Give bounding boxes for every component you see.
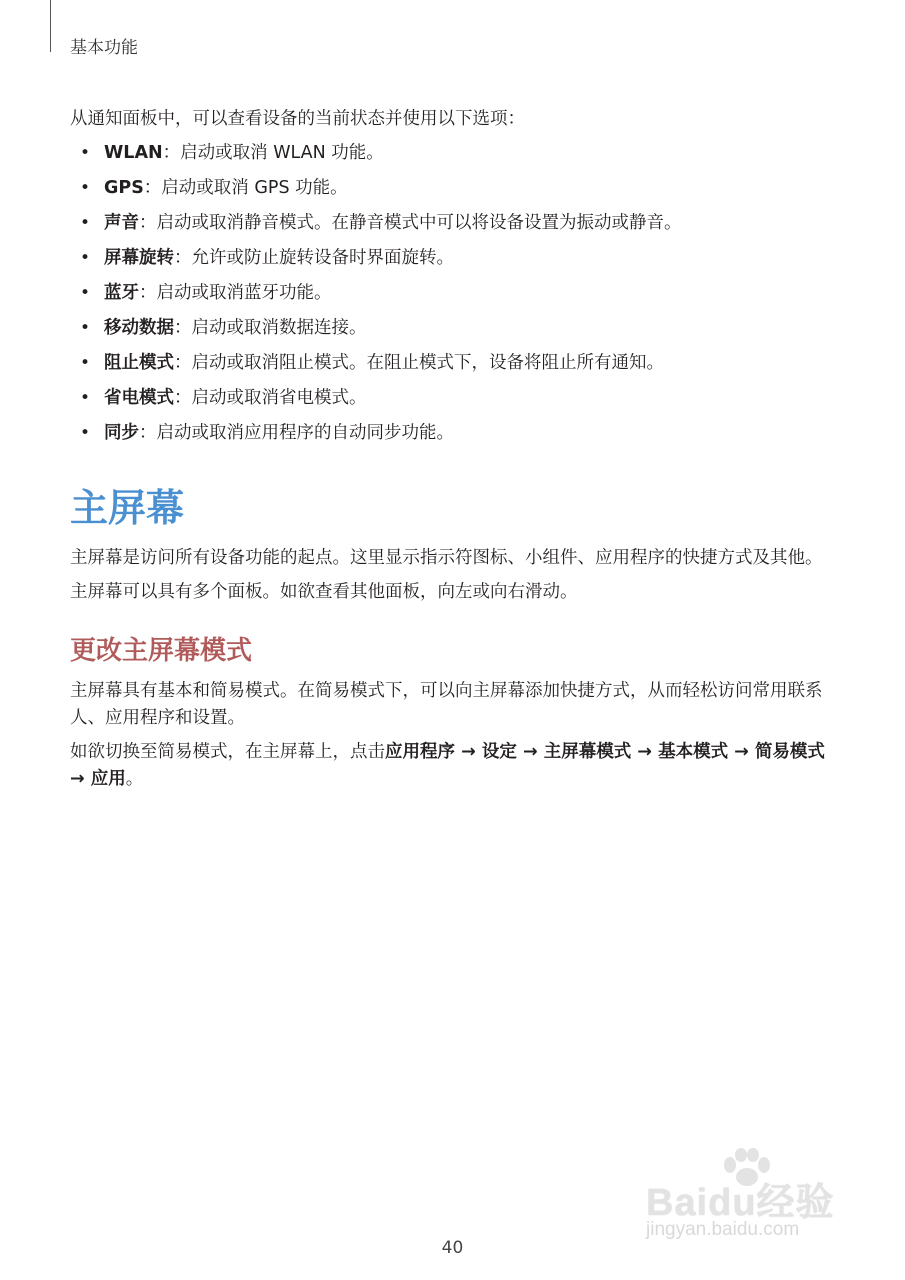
section-paragraph-1: 主屏幕是访问所有设备功能的起点。这里显示指示符图标、小组件、应用程序的快捷方式及其他。: [70, 548, 823, 568]
option-desc: ：启动或取消 WLAN 功能。: [162, 143, 384, 163]
option-desc: ：启动或取消省电模式。: [174, 388, 367, 408]
path-step: 基本模式: [658, 742, 729, 762]
list-item: [70, 350, 840, 377]
list-item: [70, 385, 840, 412]
running-header: 基本功能: [70, 38, 138, 58]
options-list: [70, 140, 840, 447]
list-item: [70, 280, 840, 307]
section-paragraph-2: 主屏幕可以具有多个面板。如欲查看其他面板，向左或向右滑动。: [70, 582, 578, 602]
bullet-icon: •: [80, 178, 91, 198]
instruction-prefix: 如欲切换至简易模式，在主屏幕上，点击: [70, 742, 385, 762]
arrow-icon: →: [728, 742, 755, 762]
option-desc: ：允许或防止旋转设备时界面旋转。: [174, 248, 454, 268]
list-item: [70, 140, 840, 167]
path-step: 应用: [90, 769, 126, 789]
option-term: WLAN: [104, 143, 163, 163]
option-desc: ：启动或取消阻止模式。在阻止模式下，设备将阻止所有通知。: [174, 353, 664, 373]
option-term: 蓝牙: [104, 283, 139, 303]
path-step: 应用程序: [385, 742, 455, 762]
arrow-icon: →: [455, 742, 482, 762]
arrow-icon: →: [631, 742, 659, 762]
option-term: 移动数据: [104, 318, 174, 338]
subsection-paragraph-1: 主屏幕具有基本和简易模式。在简易模式下，可以向主屏幕添加快捷方式，从而轻松访问常用联系人、应用程序和设置。: [70, 681, 823, 728]
instruction-suffix: 。: [125, 769, 144, 789]
list-item: [70, 210, 840, 237]
arrow-icon: →: [516, 742, 544, 762]
option-desc: ：启动或取消 GPS 功能。: [143, 178, 348, 198]
section-title: 主屏幕: [70, 486, 185, 530]
option-desc: ：启动或取消静音模式。在静音模式中可以将设备设置为振动或静音。: [139, 213, 682, 233]
option-desc: ：启动或取消数据连接。: [174, 318, 367, 338]
option-term: 阻止模式: [104, 353, 174, 373]
baidu-watermark: [640, 1145, 870, 1245]
option-desc: ：启动或取消应用程序的自动同步功能。: [139, 423, 454, 443]
option-term: 屏幕旋转: [104, 248, 174, 268]
bullet-icon: •: [80, 143, 91, 163]
watermark-main-text: Baidu经验: [646, 1182, 835, 1224]
bullet-icon: •: [80, 283, 91, 303]
list-item: [70, 245, 840, 272]
bullet-icon: •: [80, 248, 91, 268]
bullet-icon: •: [80, 388, 91, 408]
list-item: [70, 420, 840, 447]
option-term: 声音: [104, 213, 139, 233]
bullet-icon: •: [80, 213, 91, 233]
option-desc: ：启动或取消蓝牙功能。: [139, 283, 332, 303]
arrow-icon: →: [70, 769, 91, 789]
bullet-icon: •: [80, 318, 91, 338]
list-item: [70, 315, 840, 342]
bullet-icon: •: [80, 353, 91, 373]
header-rule: [50, 0, 51, 52]
intro-paragraph: 从通知面板中，可以查看设备的当前状态并使用以下选项：: [70, 109, 525, 129]
option-term: GPS: [104, 178, 144, 198]
option-term: 省电模式: [104, 388, 174, 408]
page-content: [70, 106, 840, 800]
option-term: 同步: [104, 423, 139, 443]
subsection-paragraph-2: [70, 739, 840, 793]
page-number: 40: [441, 1238, 464, 1258]
path-step: 简易模式: [754, 742, 825, 762]
list-item: [70, 175, 840, 202]
watermark-url: jingyan.baidu.com: [646, 1219, 800, 1240]
path-step: 主屏幕模式: [543, 742, 632, 762]
subsection-title: 更改主屏幕模式: [70, 636, 253, 666]
path-step: 设定: [481, 742, 517, 762]
bullet-icon: •: [80, 423, 91, 443]
